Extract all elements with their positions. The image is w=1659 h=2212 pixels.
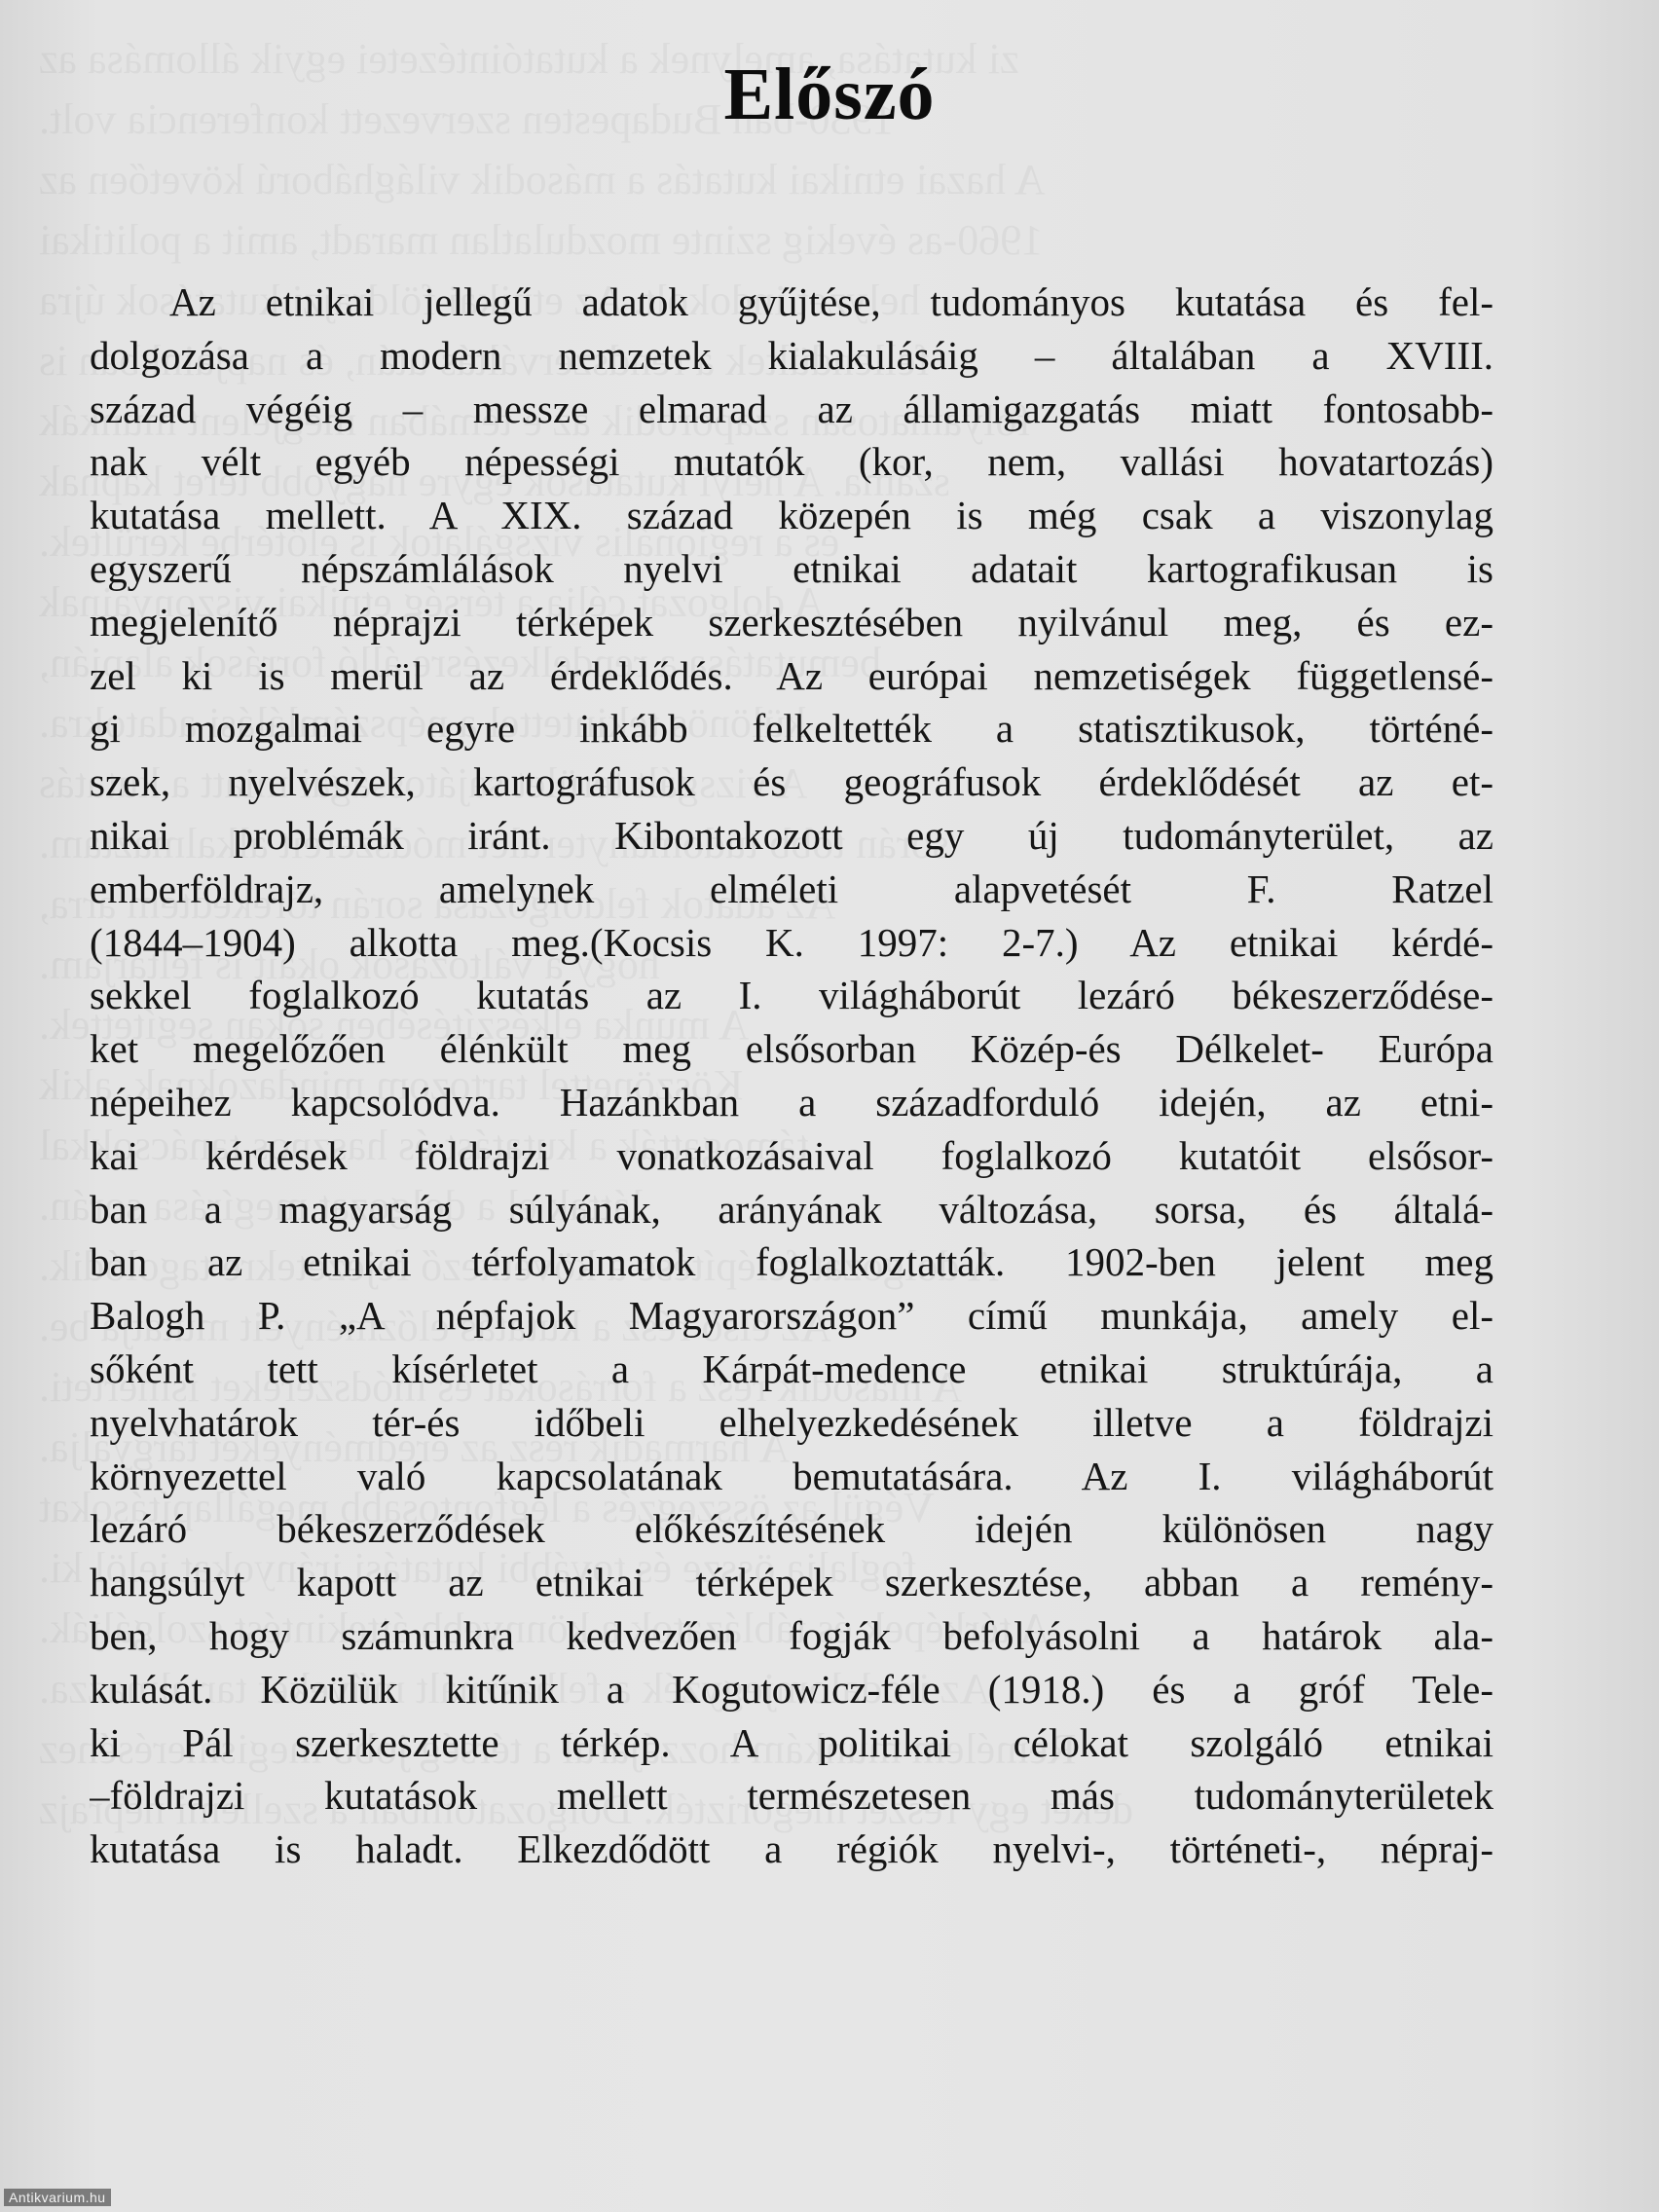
text-line: Az etnikai jellegű adatok gyűjtése, tudományos kutatása és fel- (169, 279, 1493, 324)
text-line: emberföldrajz, amelynek elméleti alapvetését F. Ratzel (90, 866, 1493, 911)
text-line: ban az etnikai térfolyamatok foglalkoztatták. 1902-ben jelent meg (90, 1239, 1493, 1285)
text-line: megjelenítő néprajzi térképek szerkesztésében nyilvánul meg, és ez- (90, 599, 1493, 645)
text-line: ket megelőzően élénkült meg elsősorban Közép-és Délkelet- Európa (90, 1026, 1493, 1072)
page-title: Előszó (723, 54, 936, 135)
text-line: ben, hogy számunkra kedvezően fogják befolyásolni a határok ala- (90, 1612, 1493, 1658)
text-line: nak vélt egyéb népességi mutatók (kor, nem, vallási hovatartozás) (90, 439, 1493, 485)
text-line: kutatása is haladt. Elkezdődött a régiók nyelvi-, történeti-, népraj- (90, 1826, 1493, 1872)
text-line: szek, nyelvészek, kartográfusok és geográfusok érdeklődését az et- (90, 759, 1493, 805)
text-line: (1844–1904) alkotta meg.(Kocsis K. 1997: 2-7.) Az etnikai kérdé- (90, 919, 1493, 965)
text-line: század végéig – messze elmarad az államigazgatás miatt fontosabb- (90, 386, 1493, 431)
text-line: lezáró békeszerződések előkészítésének idején különösen nagy (90, 1506, 1493, 1552)
text-line: nyelvhatárok tér-és időbeli elhelyezkedésének illetve a földrajzi (90, 1399, 1493, 1445)
text-line: környezettel való kapcsolatának bemutatására. Az I. világháborút (90, 1453, 1493, 1498)
text-line: kutatása mellett. A XIX. század közepén is még csak a viszonylag (90, 493, 1493, 538)
text-line: Balogh P. „A népfajok Magyarországon” című munkája, amely el- (90, 1293, 1493, 1339)
text-line: hangsúlyt kapott az etnikai térképek szerkesztése, abban a remény- (90, 1560, 1493, 1605)
text-line: ki Pál szerkesztette térkép. A politikai célokat szolgáló etnikai (90, 1719, 1493, 1765)
text-line: gi mozgalmai egyre inkább felkeltették a statisztikusok, történé- (90, 706, 1493, 752)
text-line: kulását. Közülük kitűnik a Kogutowicz-féle (1918.) és a gróf Tele- (90, 1666, 1493, 1712)
text-line: kai kérdések földrajzi vonatkozásaival foglalkozó kutatóit elsősor- (90, 1132, 1493, 1178)
text-line: nikai problémák iránt. Kibontakozott egy új tudományterület, az (90, 812, 1493, 858)
text-line: dolgozása a modern nemzetek kialakulásáig – általában a XVIII. (90, 332, 1493, 378)
text-line: zel ki is merül az érdeklődés. Az európai nemzetiségek függetlensé- (90, 652, 1493, 698)
text-line: népeihez kapcsolódva. Hazánkban a századforduló idején, az etni- (90, 1079, 1493, 1124)
text-line: –földrajzi kutatások mellett természetesen más tudományterületek (90, 1773, 1493, 1819)
text-line: sőként tett kísérletet a Kárpát-medence etnikai struktúrája, a (90, 1346, 1493, 1391)
text-line: ban a magyarság súlyának, arányának változása, sorsa, és általá- (90, 1186, 1493, 1232)
watermark-label: Antikvarium.hu (4, 2189, 111, 2206)
body-paragraph (90, 276, 1493, 1876)
text-line: sekkel foglalkozó kutatás az I. világháborút lezáró békeszerződése- (90, 973, 1493, 1018)
text-line: egyszerű népszámlálások nyelvi etnikai adatait kartografikusan is (90, 545, 1493, 591)
